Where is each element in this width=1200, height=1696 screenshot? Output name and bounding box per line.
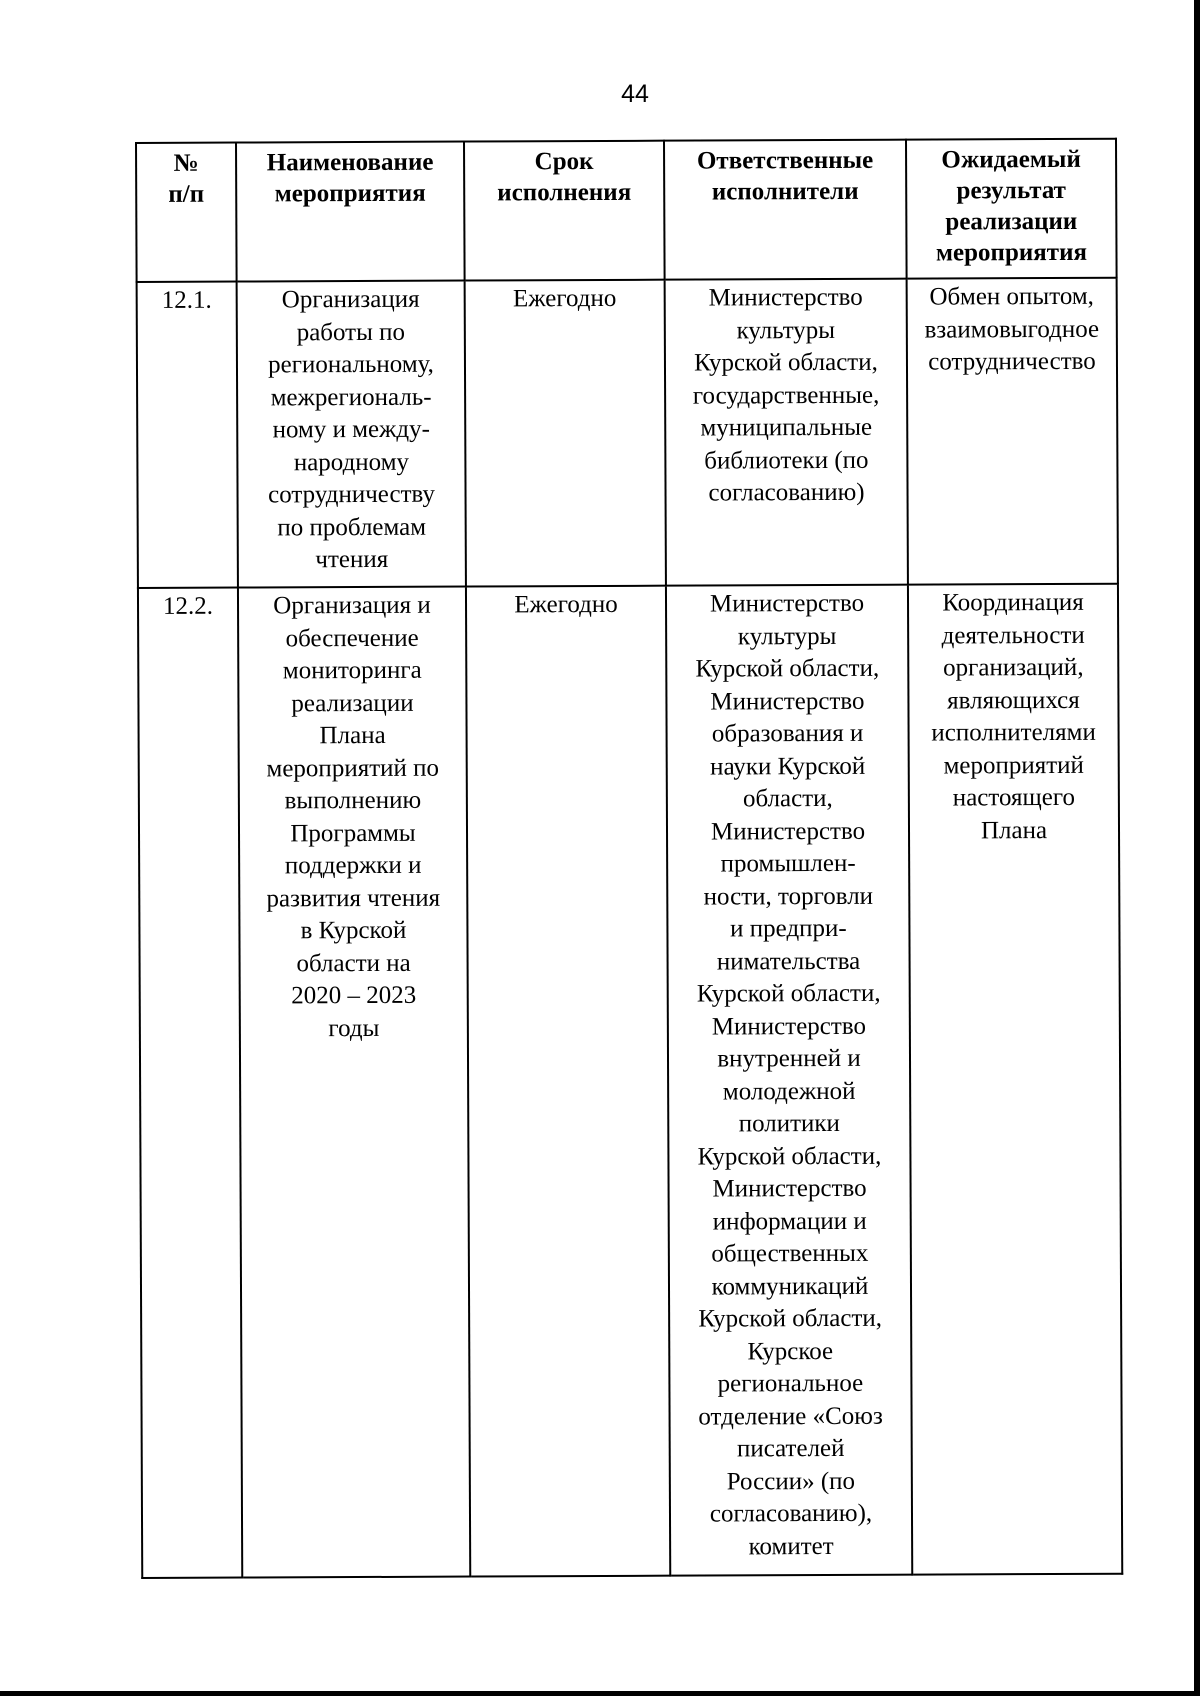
header-num-line: п/п <box>168 180 205 208</box>
row-responsible-line: комитет <box>748 1532 834 1560</box>
header-result-line: результат <box>956 176 1066 205</box>
row-responsible-line: Курское <box>747 1337 834 1365</box>
row-result-line: Плана <box>980 816 1048 844</box>
row-responsible-line: культуры <box>736 316 836 344</box>
row-responsible-line: и предпри- <box>730 914 847 943</box>
header-result-line: мероприятия <box>935 238 1088 267</box>
row-name-line: обеспечение <box>285 624 419 652</box>
header-name <box>236 142 465 282</box>
page-number: 44 <box>621 80 649 108</box>
header-result-line: Ожидаемый <box>941 145 1081 174</box>
header-responsible <box>664 140 907 280</box>
row-name-line: межрегиональ- <box>270 383 432 411</box>
row-result-line: настоящего <box>952 783 1076 812</box>
row-responsible-line: нимательства <box>716 947 861 975</box>
row-responsible-line: муниципальные <box>700 413 873 442</box>
row-responsible-line: политики <box>738 1109 840 1138</box>
row-responsible <box>666 585 912 1576</box>
row-name-line: реализации <box>291 689 414 717</box>
row-responsible-line: региональное <box>717 1369 864 1398</box>
row-responsible-line: области, <box>742 784 833 813</box>
table-row <box>138 584 1122 1578</box>
row-number: 12.1. <box>137 282 238 588</box>
row-result-line: организаций, <box>943 653 1084 682</box>
row-responsible-line: Министерство <box>711 1012 866 1040</box>
row-responsible-line: Курской области, <box>696 979 881 1008</box>
header-num-line: № <box>173 149 199 177</box>
header-term-line: исполнения <box>497 178 632 207</box>
row-responsible-line: Курской области, <box>697 1142 882 1171</box>
row-name-line: Организация и <box>273 591 431 620</box>
row-name <box>238 587 470 1578</box>
row-result-line: являющихся <box>947 686 1080 714</box>
header-responsible-line: Ответственные <box>696 146 874 175</box>
row-name <box>237 281 466 588</box>
header-term-line: Срок <box>534 147 594 176</box>
row-responsible-line: информации и <box>712 1207 867 1235</box>
header-term <box>464 141 665 281</box>
activities-table <box>135 138 1123 1579</box>
row-name-line: мониторинга <box>282 656 422 685</box>
row-term: Ежегодно <box>466 586 670 1577</box>
row-responsible-line: культуры <box>737 622 837 650</box>
header-num <box>136 143 237 282</box>
row-name-line: мероприятий по <box>266 754 440 782</box>
row-responsible-line: согласованию) <box>708 478 865 507</box>
row-responsible-line: Министерство <box>710 817 866 845</box>
row-result-line: Координация <box>942 588 1084 617</box>
row-responsible-line: молодежной <box>722 1077 856 1105</box>
header-responsible-line: исполнители <box>711 177 859 206</box>
row-result-line: исполнителями <box>931 718 1096 747</box>
row-responsible-line: Министерство <box>710 687 865 715</box>
row-name-line: Организация <box>281 285 420 314</box>
row-result-line: Обмен опытом, <box>929 282 1094 311</box>
row-responsible-line: ности, торговли <box>703 882 874 911</box>
row-responsible-line: писателей <box>736 1434 845 1463</box>
scan-border-right <box>1194 0 1200 1696</box>
row-name-line: развития чтения <box>266 884 441 912</box>
row-result <box>908 584 1122 1575</box>
row-responsible-line: Курской области, <box>698 1304 883 1333</box>
row-name-line: Плана <box>319 721 386 750</box>
row-responsible-line: Курской области, <box>695 654 880 683</box>
row-result-line: мероприятий <box>943 751 1084 779</box>
row-name-line: 2020 – 2023 <box>291 981 417 1010</box>
row-responsible-line: согласованию), <box>709 1499 873 1528</box>
row-responsible <box>665 279 908 586</box>
row-name-line: по проблемам <box>277 513 427 541</box>
row-responsible-line: Министерство <box>712 1174 867 1203</box>
row-term: Ежегодно <box>465 280 666 587</box>
scan-border-bottom <box>0 1691 1200 1696</box>
row-responsible-line: Курской области, <box>694 348 878 377</box>
row-responsible-line: коммуникаций <box>711 1272 869 1300</box>
row-name-line: в Курской <box>300 916 407 945</box>
row-responsible-line: образования и <box>711 719 864 748</box>
row-number: 12.2. <box>138 588 242 1578</box>
row-name-line: годы <box>328 1014 380 1042</box>
row-name-line: региональному, <box>268 350 434 379</box>
row-name-line: поддержки и <box>284 851 422 880</box>
row-name-line: области на <box>296 949 411 977</box>
row-responsible-line: общественных <box>711 1239 869 1268</box>
row-responsible-line: промышлен- <box>720 849 856 878</box>
row-name-line: ному и между- <box>272 415 430 444</box>
header-name-line: Наименование <box>266 148 434 177</box>
row-name-line: работы по <box>296 318 406 346</box>
header-result <box>906 139 1117 279</box>
row-responsible-line: библиотеки (по <box>704 446 869 475</box>
row-name-line: сотрудничеству <box>268 480 436 509</box>
row-result-line: взаимовыгодное <box>924 315 1100 344</box>
table-row <box>137 278 1118 588</box>
row-responsible-line: внутренней и <box>717 1044 861 1073</box>
row-name-line: чтения <box>315 545 389 574</box>
row-name-line: выполнению <box>284 786 422 815</box>
row-responsible-line: государственные, <box>692 381 880 410</box>
row-name-line: Программы <box>290 819 416 847</box>
row-result-line: деятельности <box>941 621 1085 649</box>
row-responsible-line: науки Курской <box>710 752 866 780</box>
row-responsible-line: России» (по <box>726 1467 856 1495</box>
header-name-line: мероприятия <box>274 179 426 208</box>
row-result-line: сотрудничество <box>928 347 1096 376</box>
row-result <box>907 278 1118 585</box>
row-name-line: народному <box>293 448 410 476</box>
row-responsible-line: отделение «Союз <box>698 1402 883 1431</box>
row-responsible-line: Министерство <box>708 283 863 312</box>
header-result-line: реализации <box>945 207 1078 236</box>
row-responsible-line: Министерство <box>709 589 865 618</box>
table-header-row <box>136 139 1117 282</box>
